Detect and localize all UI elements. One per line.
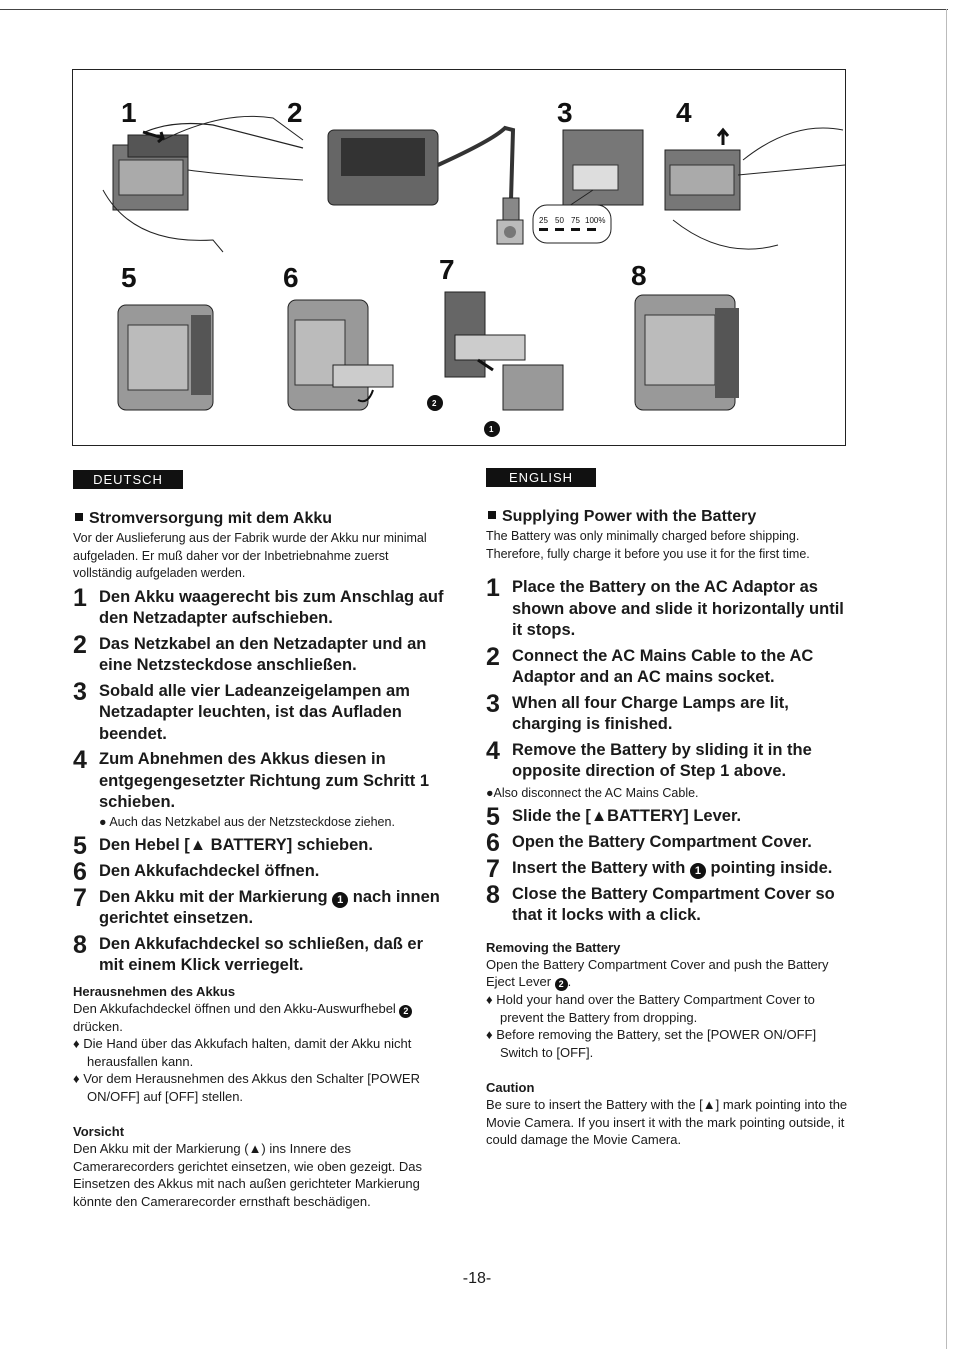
german-section-title xyxy=(73,509,448,528)
english-step-5 xyxy=(486,802,856,831)
step-text-part-a: Den Akku mit der Markierung xyxy=(99,887,328,906)
panel-2-adaptor-cable xyxy=(328,128,523,244)
step-number: 6 xyxy=(486,828,500,857)
note-text: Auch das Netzkabel aus der Netzsteckdose ziehen. xyxy=(109,814,395,829)
german-intro: Vor der Auslieferung aus der Fabrik wurde der Akku nur minimal aufgeladen. Er muß daher vor der Inbetriebnahme zuerst vollständig aufgeladen werden. xyxy=(73,531,427,580)
step-text: Den Akkufachdeckel so schließen, daß er mit einem Klick verriegelt. xyxy=(99,934,424,974)
step-text-part-b: nach innen gerichtet einsetzen. xyxy=(99,887,440,927)
step-text: Place the Battery on the AC Adaptor as shown above and slide it horizontally until it stops. xyxy=(512,578,844,639)
english-step-4-note: ●Also disconnect the AC Mains Cable. xyxy=(486,785,699,800)
german-step-4-note: ● Auch das Netzkabel aus der Netzsteckdose ziehen. xyxy=(99,814,395,829)
bullet-text: Hold your hand over the Battery Compartment Cover to prevent the Battery from dropping. xyxy=(496,992,815,1025)
step-number: 4 xyxy=(73,746,87,774)
step-number: 2 xyxy=(73,630,87,659)
panel-8-camera-closed xyxy=(635,295,739,410)
figure-label-1: 1 xyxy=(121,97,137,128)
step-text: When all four Charge Lamps are lit, charging is finished. xyxy=(512,693,789,733)
step-text: Den Akku waagerecht bis zum Anschlag auf den Netzadapter aufschieben. xyxy=(99,587,444,627)
bullet-text: Vor dem Herausnehmen des Akkus den Schalter [POWER ON/OFF] auf [OFF] stellen. xyxy=(83,1071,420,1104)
step-number: 1 xyxy=(73,583,87,612)
illustration-panel xyxy=(72,69,846,446)
step-text xyxy=(512,858,832,880)
battery-illustration xyxy=(73,70,846,446)
panel-4-remove-battery xyxy=(665,128,845,249)
bullet-text: Die Hand über das Akkufach halten, damit der Akku nicht herausfallen kann. xyxy=(83,1036,412,1069)
german-step-7 xyxy=(73,883,448,930)
english-removing-bullet-1: ♦ Hold your hand over the Battery Compartment Cover to prevent the Battery from dropping. xyxy=(486,992,815,1025)
panel-1-hand-adaptor xyxy=(103,116,303,252)
english-removing-title: Removing the Battery xyxy=(486,939,621,955)
marker-2-label: 2 xyxy=(432,399,437,408)
step-number: 1 xyxy=(486,574,500,602)
step-text: Sobald alle vier Ladeanzeigelampen am Netzadapter leuchten, ist das Aufladen beendet. xyxy=(99,681,410,743)
removing-text-a: Den Akkufachdeckel öffnen und den Akku-Auswurfhebel xyxy=(73,1000,396,1016)
english-section-title xyxy=(486,507,856,526)
step-text: Zum Abnehmen des Akkus diesen in entgegengesetzter Richtung zum Schritt 1 schieben. xyxy=(99,750,430,811)
step-text: Den Akkufachdeckel öffnen. xyxy=(99,861,320,880)
right-rule xyxy=(946,9,947,1349)
step-text: Open the Battery Compartment Cover. xyxy=(512,832,812,851)
figure-label-5: 5 xyxy=(121,262,137,293)
square-bullet-icon xyxy=(75,513,83,521)
english-step-1 xyxy=(486,574,856,642)
panel-5-camera xyxy=(118,305,213,410)
english-step-2 xyxy=(486,642,856,689)
english-step-7 xyxy=(486,854,856,883)
step-text: Remove the Battery by sliding it in the opposite direction of Step 1 above. xyxy=(512,740,812,780)
english-title-text: Supplying Power with the Battery xyxy=(502,508,757,525)
german-step-2 xyxy=(73,630,448,677)
step-text: Connect the AC Mains Cable to the AC Adaptor and an AC mains socket. xyxy=(512,646,814,686)
english-intro: The Battery was only minimally charged before shipping. Therefore, fully charge it before you use it for the first time. xyxy=(486,529,810,561)
lamp-label-50: 50 xyxy=(555,216,564,225)
english-caution-text: Be sure to insert the Battery with the [▲] mark pointing into the Movie Camera. If you insert it with the mark pointing outside, it could damage the Movie Camera. xyxy=(486,1097,848,1147)
panel-3-charge-lamps xyxy=(533,130,643,243)
english-step-4 xyxy=(486,736,856,783)
lamp-label-25: 25 xyxy=(539,216,548,225)
german-step-6 xyxy=(73,857,448,886)
german-step-3 xyxy=(73,677,448,746)
german-caution-title: Vorsicht xyxy=(73,1124,125,1139)
step-text-part-a: Insert the Battery with xyxy=(512,858,686,877)
bullet-text: Before removing the Battery, set the [POWER ON/OFF] Switch to [OFF]. xyxy=(496,1027,817,1060)
step-number: 8 xyxy=(73,930,87,959)
step-number: 6 xyxy=(73,857,87,886)
german-title-text: Stromversorgung mit dem Akku xyxy=(89,510,333,527)
marker-1-icon: 1 xyxy=(690,863,706,879)
step-text: Das Netzkabel an den Netzadapter und an eine Netzsteckdose anschließen. xyxy=(99,634,427,674)
english-step-3 xyxy=(486,689,856,736)
german-step-4 xyxy=(73,746,448,814)
german-removing-bullet-1: ♦ Die Hand über das Akkufach halten, damit der Akku nicht herausfallen kann. xyxy=(73,1036,412,1069)
page-number: -18- xyxy=(462,1270,492,1287)
step-number: 5 xyxy=(73,831,87,860)
step-number: 3 xyxy=(486,689,500,718)
figure-label-7: 7 xyxy=(439,254,455,285)
panel-6-camera-lever xyxy=(288,300,393,410)
english-removing-text: Open the Battery Compartment Cover and push the Battery Eject Lever 2 . xyxy=(486,956,829,989)
german-removing-title: Herausnehmen des Akkus xyxy=(73,983,236,999)
figure-label-6: 6 xyxy=(283,262,299,293)
step-number: 4 xyxy=(486,736,500,765)
german-step-5 xyxy=(73,831,448,860)
english-removing-bullet-2: ♦ Before removing the Battery, set the [POWER ON/OFF] Switch to [OFF]. xyxy=(486,1027,817,1060)
step-text: Close the Battery Compartment Cover so that it locks with a click. xyxy=(512,884,835,924)
english-step-6 xyxy=(486,828,856,857)
step-number: 2 xyxy=(486,642,500,671)
step-text-part-b: pointing inside. xyxy=(710,858,833,877)
german-step-8 xyxy=(73,930,448,977)
marker-1-label: 1 xyxy=(489,425,494,434)
step-number: 7 xyxy=(486,854,500,883)
figure-label-3: 3 xyxy=(557,97,573,128)
step-number: 7 xyxy=(73,883,87,912)
english-column xyxy=(486,468,856,1149)
removing-text-b: drücken. xyxy=(73,1018,123,1034)
lang-label-english: ENGLISH xyxy=(486,468,596,487)
lamp-label-75: 75 xyxy=(571,216,580,225)
german-removing-text xyxy=(73,1000,448,1036)
english-caution-title: Caution xyxy=(486,1080,535,1095)
step-number: 5 xyxy=(486,802,500,831)
german-step-1 xyxy=(73,583,448,630)
step-text: Den Hebel [▲ BATTERY] schieben. xyxy=(99,835,373,854)
german-removing-bullet-2: ♦ Vor dem Herausnehmen des Akkus den Schalter [POWER ON/OFF] auf [OFF] stellen. xyxy=(73,1071,420,1104)
german-caution-text: Den Akku mit der Markierung (▲) ins Innere des Camerarecorders gerichtet einsetzen, wie oben gezeigt. Das Einsetzen des Akkus mit nach außen gerichteter Markierung könnte den Camerarecorder ernsthaft beschädigen. xyxy=(73,1141,423,1209)
top-rule xyxy=(0,9,948,10)
panel-7-insert-battery xyxy=(427,292,563,437)
marker-1-icon: 1 xyxy=(332,892,348,908)
step-number: 8 xyxy=(486,880,500,909)
german-column xyxy=(73,470,448,1210)
figure-label-2: 2 xyxy=(287,97,303,128)
lamp-label-100: 100% xyxy=(585,216,606,225)
step-text: Slide the [▲BATTERY] Lever. xyxy=(512,806,742,825)
square-bullet-icon xyxy=(488,511,496,519)
lang-label-german: DEUTSCH xyxy=(73,470,183,489)
marker-2-icon: 2 xyxy=(399,1005,412,1018)
english-step-8 xyxy=(486,880,856,927)
step-number: 3 xyxy=(73,677,87,706)
figure-label-8: 8 xyxy=(631,260,647,291)
marker-2-icon: 2 xyxy=(555,978,568,991)
step-text xyxy=(99,887,448,930)
removing-text: Open the Battery Compartment Cover and push the Battery Eject Lever xyxy=(486,956,829,989)
figure-label-4: 4 xyxy=(676,97,692,128)
